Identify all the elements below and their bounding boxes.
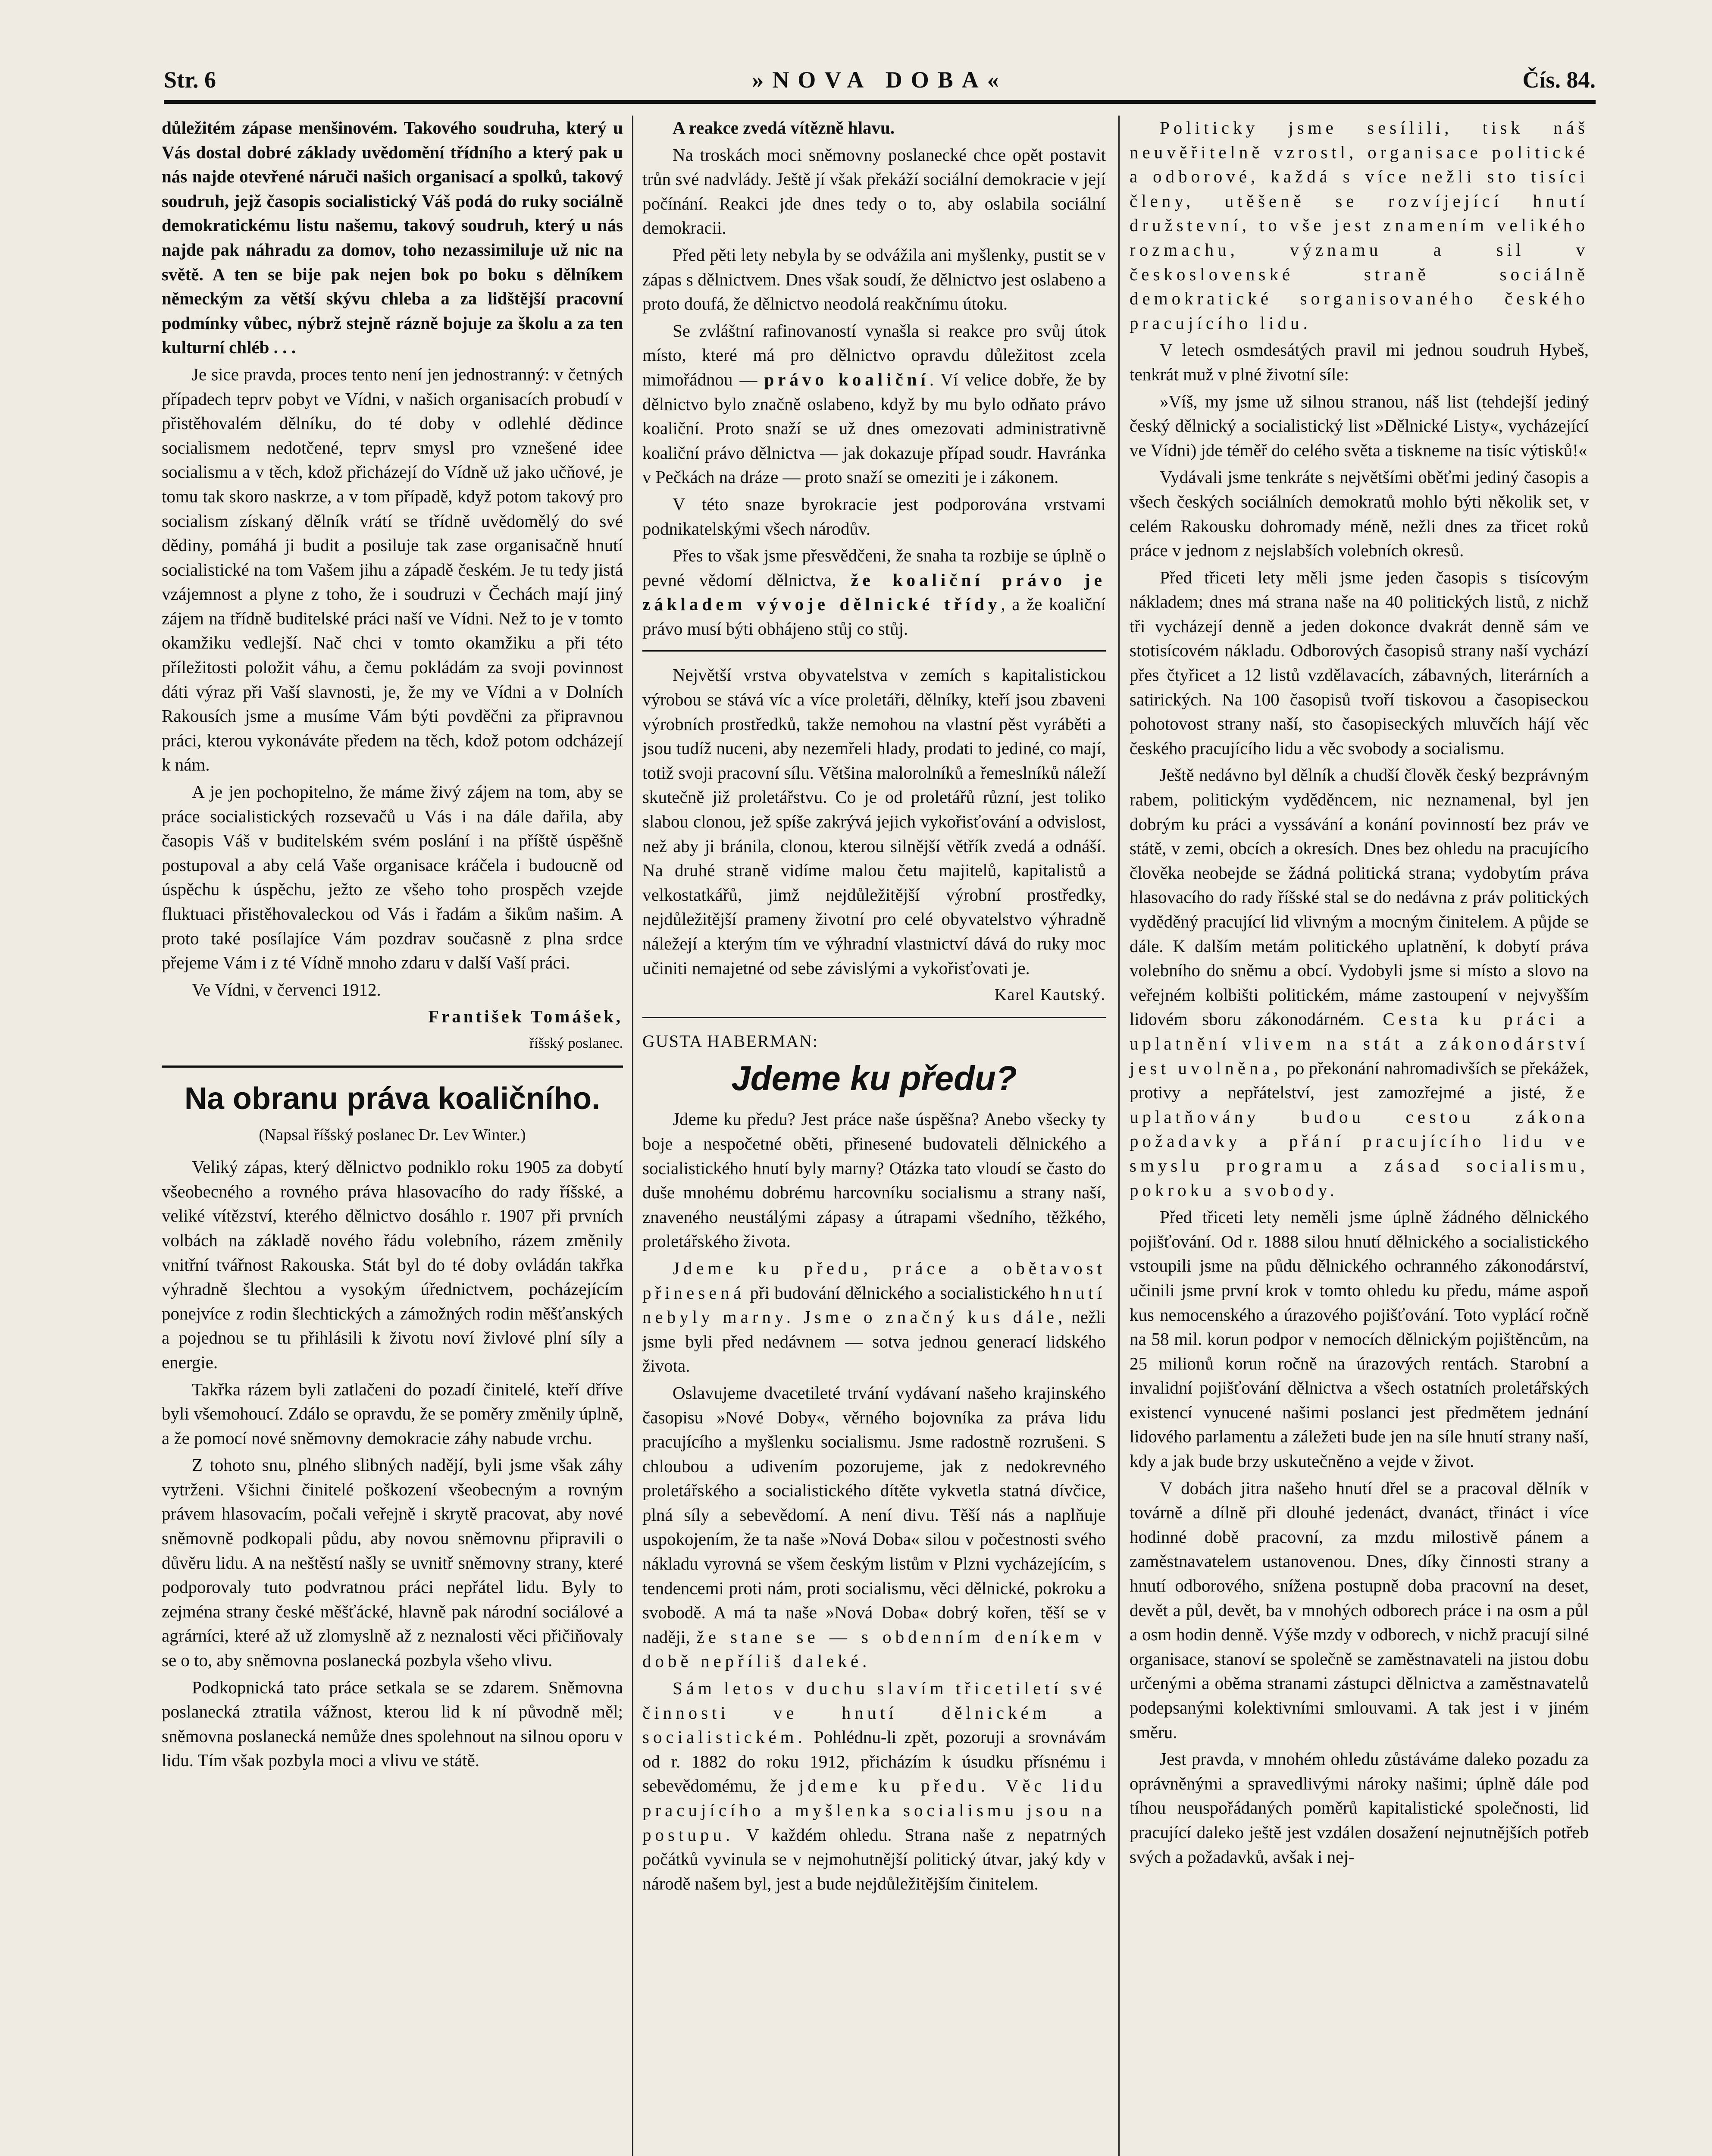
paragraph [642, 319, 1106, 489]
paragraph: Takřka rázem byli zatlačeni do pozadí činitelé, kteří dříve byli všemohoucí. Zdálo se opravdu, že se poměry změnily úplně, a že pomocí nové sněmovny demokracie záhy nabude vrchu. [162, 1379, 623, 1448]
section-rule [162, 1065, 623, 1068]
quote-paragraph: Největší vrstva obyvatelstva v zemích s kapitalistickou výrobou se stává víc a více proletáři, dělníky, kteří jsou zbaveni výrobních prostředků, takže nemohou na vlastní pěst vyráběti a jsou tudíž nuceni, aby nezemřeli hlady, prodati to jediné, co mají, totiž svoji pracovní sílu. Většina malorolníků a řemeslníků náleží skutečně již proletářstvu. Co je od proletářů různí, jest toliko slabou clonou, jež spíše zakrývá jejich vykořisťování a odvislost, než aby ji bránila, clonou, kterou silnější větřík zvedá a odnáší. Na druhé straně vidíme malou četu majitelů, kapitalistů a velkostatkářů, jimž nejdůležitější výrobní prostředky, nejdůležitější prameny životní pro celé obyvatelstvo výhradně náležejí a kterým tím ve výhradní vlastnictví dává do ruky moc učiniti nemajetné od sebe závislými a vykořisťovati je. [642, 665, 1106, 978]
column-divider-2 [1118, 116, 1120, 2156]
paragraph: V letech osmdesátých pravil mi jednou soudruh Hybeš, tenkrát muž v plné životní síle: [1130, 340, 1589, 384]
text-run: Přes to však jsme přesvědčeni, že snaha ta rozbije se úplně o pevné vědomí dělnictva, [642, 545, 1106, 590]
paragraph: Je sice pravda, proces tento není jen jednostranný: v četných případech teprv pobyt ve Vídni, v našich organisacích probudí v přistěhovalém dělníku, do té doby v odlehlé dědince socialismem nedotčené, teprv smysl pro vznešené idee socialismu a v těch, kdož přicházejí do Vídně už jako učňové, je tomu tak skoro naskrze, a v tom případě, když potom takový pro socialism získaný dělník vrátí se třídně uvědomělý do své dědiny, pomáhá ji budit a posiluje tak zase organisačně hnutí socialistické na tom Vašem jihu a západě českém. Je tu tedy jistá vzájemnost a plyne z toho, že i soudruzi v Čechách mají jiný zájem na třídně buditelské práci naší ve Vídni. Než to je v tomto okamžiku vedlejší. Nač chci v tomto okamžiku a při této příležitosti položit váhu, a čemu pokládám za svoji povinnost dáti výraz při Vaší slavnosti, je, že my ve Vídni a v Dolních Rakousích jsme a musíme Vám býti povděčni za připravnou práci, kterou vykonáváte předem na těch, kdož potom odcházejí k nám. [162, 364, 623, 775]
paragraph: »Víš, my jsme už silnou stranou, náš list (tehdejší jediný český dělnický a socialistický list »Dělnické Listy«, vycházející ve Vídni) jde téměř do celého světa a tiskneme na tisíc výtisků!« [1130, 391, 1589, 460]
emphasis: že uplatňovány budou cestou zákona požadavky a přání pracujícího lidu ve smyslu programu a zásad socialismu, pokroku a svobody. [1130, 1082, 1589, 1200]
column-2 [642, 116, 1106, 1898]
emphasis: právo koaliční [764, 369, 930, 389]
quote-author: Karel Kautský. [994, 986, 1106, 1004]
text-run: . Ví velice dobře, že by dělnictvo bylo značně oslabeno, když by mu bylo odňato právo koaliční. Proto snaží se už dnes omezovati administrativně koaliční právo dělnictva — jak dokazuje případ soudr. Havránka v Pečkách na dráze — proto snaží se omeziti je i zákonem. [642, 369, 1106, 487]
paragraph [642, 1676, 1106, 1896]
paragraph [642, 543, 1106, 641]
column-1 [162, 116, 623, 1775]
paragraph: Z tohoto snu, plného slibných nadějí, byli jsme však záhy vytrženi. Všichni činitelé poškození všeobecným a rovným právem hlasovacím, počali veřejně i skrytě pracovat, aby nové sněmovně podkopali půdu, aby novou sněmovnu připravili o důvěru lidu. A na neštěstí našly se uvnitř sněmovny strany, které podporovaly tuto podvratnou práci nepřátel lidu. Byly to zejména strany české měšťácké, hlavně pak národní sociálové a agrárníci, které až už zlomyslně až z neznalosti věci přičiňovaly se o to, aby sněmovna poslanecká pozbyla všeho vlivu. [162, 1455, 623, 1670]
section-rule [642, 1017, 1106, 1018]
section-rule [642, 650, 1106, 652]
paragraph: Na troskách moci sněmovny poslanecké chce opět postavit trůn své nadvlády. Ještě jí však překáží sociální demokracie v její počínání. Reakci jde dnes tedy o to, aby oslabila sociální demokracii. [642, 144, 1106, 238]
article-title: Na obranu práva koaličního. [184, 1081, 601, 1116]
header-rule [164, 100, 1596, 104]
masthead-title: »NOVA DOBA« [752, 67, 1008, 93]
emphasis: že stane se — s obdenním deníkem v době nepříliš daleké. [642, 1626, 1106, 1671]
paragraph: V dobách jitra našeho hnutí dřel se a pracoval dělník v továrně a dílně při dlouhé jedenáct, dvanáct, třináct i více hodinné době pracovní, za mzdu milostivě pánem a zaměstnavatelem ustanovenou. Dnes, díky činnosti strany a hnutí odborového, snížena postupně doba pracovní na deset, devět a půl, devět, ba v mnohých odborech práce i na osm a půl a osm hodin denně. Výše mzdy v odborech, v nichž pracují silné organisace, stanoví se společně se zaměstnavateli na jistou dobu určenými a oběma stranami zástupci dělnictva a zaměstnavatelů podepsanými kolektivními smlouvami. A tak jest i v jiném směru. [1130, 1478, 1589, 1742]
paragraph: Před třiceti lety měli jsme jeden časopis s tisícovým nákladem; dnes má strana naše na 40 politických listů, z nichž tři vycházejí denně a jeden dokonce dvakrát denně sám ve stotisícovém nákladu. Odborových časopisů strany naší vychází přes čtyřicet a 12 listů vzdělavacích, zábavných, literárních a satirických. Na 100 časopisů tvoří tiskovou a časopiseckou pohotovost strany naší, sto časopiseckých mluvčích hájí věc českého pracujícího lidu a věc svobody a socialismu. [1130, 567, 1589, 758]
article-author: GUSTA HABERMAN: [642, 1031, 818, 1051]
page-number: Str. 6 [164, 67, 216, 93]
emphasis: Jdeme ku předu, práce a obětavost přinesená [642, 1258, 1106, 1303]
text-run: Ještě nedávno byl dělník a chudší člověk český bezprávným rabem, politickým vyděděncem, nic neznamenal, byl jen dobrým ku práci a vyssávání a konání povinností bez práv ve státě, v zemi, obcích a okresích. Dnes bez ohledu na pracujícího člověka neobejde se žádná politická strana; vydobytím práva hlasovacího do rady říšské stal se do nedávna z práv politických vyděděný pracující lid vlivným a mocným činitelem. A půjde se dále. K dalším metám politického uplatnění, k dobytí práva volebního do sněmu a obcí. Vydobyli jsme si místo a slovo na veřejném kolbišti politickém, máme zastoupení v nejvyšším lidovém sboru zákonodárném. [1130, 765, 1589, 1029]
issue-number: Čís. 84. [1522, 67, 1596, 93]
paragraph [642, 1256, 1106, 1378]
paragraph [642, 1381, 1106, 1673]
article-title: Jdeme ku předu? [731, 1059, 1017, 1098]
paragraph: A reakce zvedá vítězně hlavu. [673, 118, 895, 138]
text-run: , a že koaliční právo musí býti obhájeno stůj co stůj. [642, 594, 1106, 639]
paragraph: Před pěti lety nebyla by se odvážila ani myšlenky, pustit se v zápas s dělnictvem. Dnes však soudí, že dělnictvo jest oslabeno a proto doufá, že dělnictvo neodolá reakčnímu útoku. [642, 244, 1106, 314]
signature: František Tomášek, [428, 1006, 623, 1027]
paragraph: Politicky jsme sesílili, tisk náš neuvěřitelně vzrostl, organisace politické a odborové, každá s více nežli sto tisíci členy, utěšeně se rozvíjející hnutí družstevní, to vše jest znamením velikého rozmachu, významu a sil v československé straně sociálně demokratické sorganisovaného českého pracujícího lidu. [1130, 118, 1589, 333]
paragraph: V této snaze byrokracie jest podporována vrstvami podnikatelskými všech národův. [642, 494, 1106, 539]
text-run: V každém ohledu. Strana naše z nepatrných počátků vyvinula se v nejmohutnější politický útvar, jaký kdy v národě našem byl, jest a bude nejdůležitějším činitelem. [642, 1824, 1106, 1893]
column-divider-1 [632, 116, 633, 2156]
paragraph [1130, 763, 1589, 1202]
text-run: po překonání nahromadivších se překážek, protivy a nepřátelství, jest zamozřejmé a jisté, [1130, 1058, 1589, 1103]
column-3 [1130, 116, 1589, 1871]
paragraph: Jdeme ku předu? Jest práce naše úspěšna? Anebo všecky ty boje a nespočetné oběti, přinesené budovateli dělnického a socialistického hnutí byly marny? Otázka tato vloudí se často do duše mnohému dobrému harcovníku socialismu a strany naší, znaveného neustálými zápasy a útrapami všedního, těžkého, proletářského života. [642, 1109, 1106, 1251]
emphasis: hnutí nebyly marny. Jsme o značný kus dále, [642, 1282, 1106, 1327]
emphasis: jdeme ku předu. Věc lidu pracujícího a myšlenka socialismu jsou na postupu. [642, 1776, 1106, 1845]
paragraph: Před třiceti lety neměli jsme úplně žádného dělnického pojišťování. Od r. 1888 silou hnutí dělnického a socialistického vstoupili jsme na půdu dělnického ochranného zákonodárství, učinili jsme první krok v tomto ohledu ku předu, máme aspoň kus nemocenského a úrazového pojišťování. Toto vyplácí ročně na 58 mil. korun podpor v nemocích dělnickým pojištěncům, na 25 milionů korun ročně na úrazových rentách. Starobní a invalidní pojišťování dělnictva a všech ostatních proletářských existencí vynucené našimi poslanci jest předmětem jednání lidového parlamentu a záležeti bude jen na síle hnutí strany naší, kdy a jak bude brzy uskutečněno a vejde v život. [1130, 1207, 1589, 1471]
signature-role: říšský poslanec. [529, 1035, 623, 1051]
emphasis: Cesta ku práci a uplatnění vlivem na stát a zákonodárství jest uvolněna, [1130, 1009, 1589, 1078]
text-run: nežli jsme byli před nedávnem — sotva jednou generací lidského života. [642, 1307, 1106, 1376]
paragraph: Podkopnická tato práce setkala se se zdarem. Sněmovna poslanecká ztratila vážnost, kterou lid k ní původně měl; sněmovna poslanecká nemůže dnes spolehnout na silnou oporu v lidu. Tím však pozbyla moci a vlivu ve státě. [162, 1677, 623, 1771]
text-run: Pohlédnu-li zpět, pozoruji a srovnávám od r. 1882 do roku 1912, přicházím k úsudku přísnému i sebevědomému, že [642, 1727, 1106, 1796]
emphasis: Sám letos v duchu slavím třicetiletí své činnosti ve hnutí dělnickém a socialistickém. [642, 1678, 1106, 1747]
article-byline: (Napsal říšský poslanec Dr. Lev Winter.) [259, 1125, 526, 1144]
paragraph: A je jen pochopitelno, že máme živý zájem na tom, aby se práce socialistických rozsevačů u Vás i na dále dařila, aby časopis Váš v buditelském svém poslání i na příště úspěšně postupoval a aby celá Vaše organisace kráčela i budoucně od úspěchu k úspěchu, ježto ze všeho toho prospěch vzejde fluktuaci přistěhovaleckou od Vás i řadám a šikům našim. A proto také posílajíce Vám pozdrav současně z plna srdce přejeme Vám i z té Vídně mnoho zdaru v další Vaší práci. [162, 782, 623, 973]
paragraph: Jest pravda, v mnohém ohledu zůstáváme daleko pozadu za oprávněnými a spravedlivými nároky našimi; úplně dále pod tíhou neuspořádaných poměrů kapitalistické společnosti, lid pracující daleko ještě jest vzdálen dosažení nejnutnějších potřeb svých a požadavků, avšak i nej- [1130, 1749, 1589, 1867]
dateline: Ve Vídni, v červenci 1912. [192, 979, 381, 1000]
paragraph: Veliký zápas, který dělnictvo podniklo roku 1905 za dobytí všeobecného a rovného práva hlasovacího do rady říšské, a veliké vítězství, kterého dělnictvo dosáhlo r. 1907 při prvních volbách na základě nového řádu volebního, rázem změnily vnitřní tvářnost Rakouska. Stát byl do té doby ovládán takřka výhradně šlechtou a vysokým úřednictvem, pocházejícím ponejvíce z rodin šlechtických a zámožných rodin měšťanských a pojednou se tu přihlásili k životu noví živlové plní síly a energie. [162, 1157, 623, 1372]
paragraph: důležitém zápase menšinovém. Takového soudruha, který u Vás dostal dobré základy uvědomění třídního a který pak u nás najde otevřené náruči našich organisací a spolků, takový soudruh, jejž časopis socialistický Váš podá do ruky sociálně demokratickému listu našemu, takový soudruh, který u nás najde pak náhradu za domov, toho nezassimiluje už nic na světě. A ten se bije pak nejen bok po boku s dělníkem německým za větší skývu chleba a za lidštější pracovní podmínky vůbec, nýbrž stejně rázně bojuje za školu a za ten kulturní chléb . . . [162, 118, 623, 357]
emphasis: že koaliční právo je základem vývoje dělnické třídy [642, 570, 1106, 614]
paragraph: Vydávali jsme tenkráte s největšími oběťmi jediný časopis a všech českých sociálních demokratů mohlo býti několik set, v celém Rakousku dohromady méně, nežli dnes za třicet roků práce v jednom z nejslabších volebních okresů. [1130, 467, 1589, 561]
text-run: Se zvláštní rafinovaností vynašla si reakce pro svůj útok místo, které má pro dělnictvo opravdu důležitost zcela mimořádnou — [642, 320, 1106, 389]
text-run: při budování dělnického a socialistického [745, 1282, 1050, 1303]
page-header [164, 65, 1596, 99]
text-run: Oslavujeme dvacetileté trvání vydávaní našeho krajinského časopisu »Nové Doby«, věrného bojovníka za práva lidu pracujícího a myšlenku socialismu. Jsme radostně rozrušeni. S chloubou a udivením pozorujeme, jak z nedokrevného proletářského a socialistického dítěte vykvetla statná dívčice, plná síly a sebevědomí. A není divu. Těší nás a naplňuje uspokojením, že ta naše »Nová Doba« silou v počestnosti svého nákladu vyrovná se všem českým listům v Plzni vycházejícím, s tendencemi proti nám, proti socialismu, věci dělnické, pokroku a svobodě. A má ta naše »Nová Doba« dobrý kořen, těší se v naději, [642, 1382, 1106, 1647]
